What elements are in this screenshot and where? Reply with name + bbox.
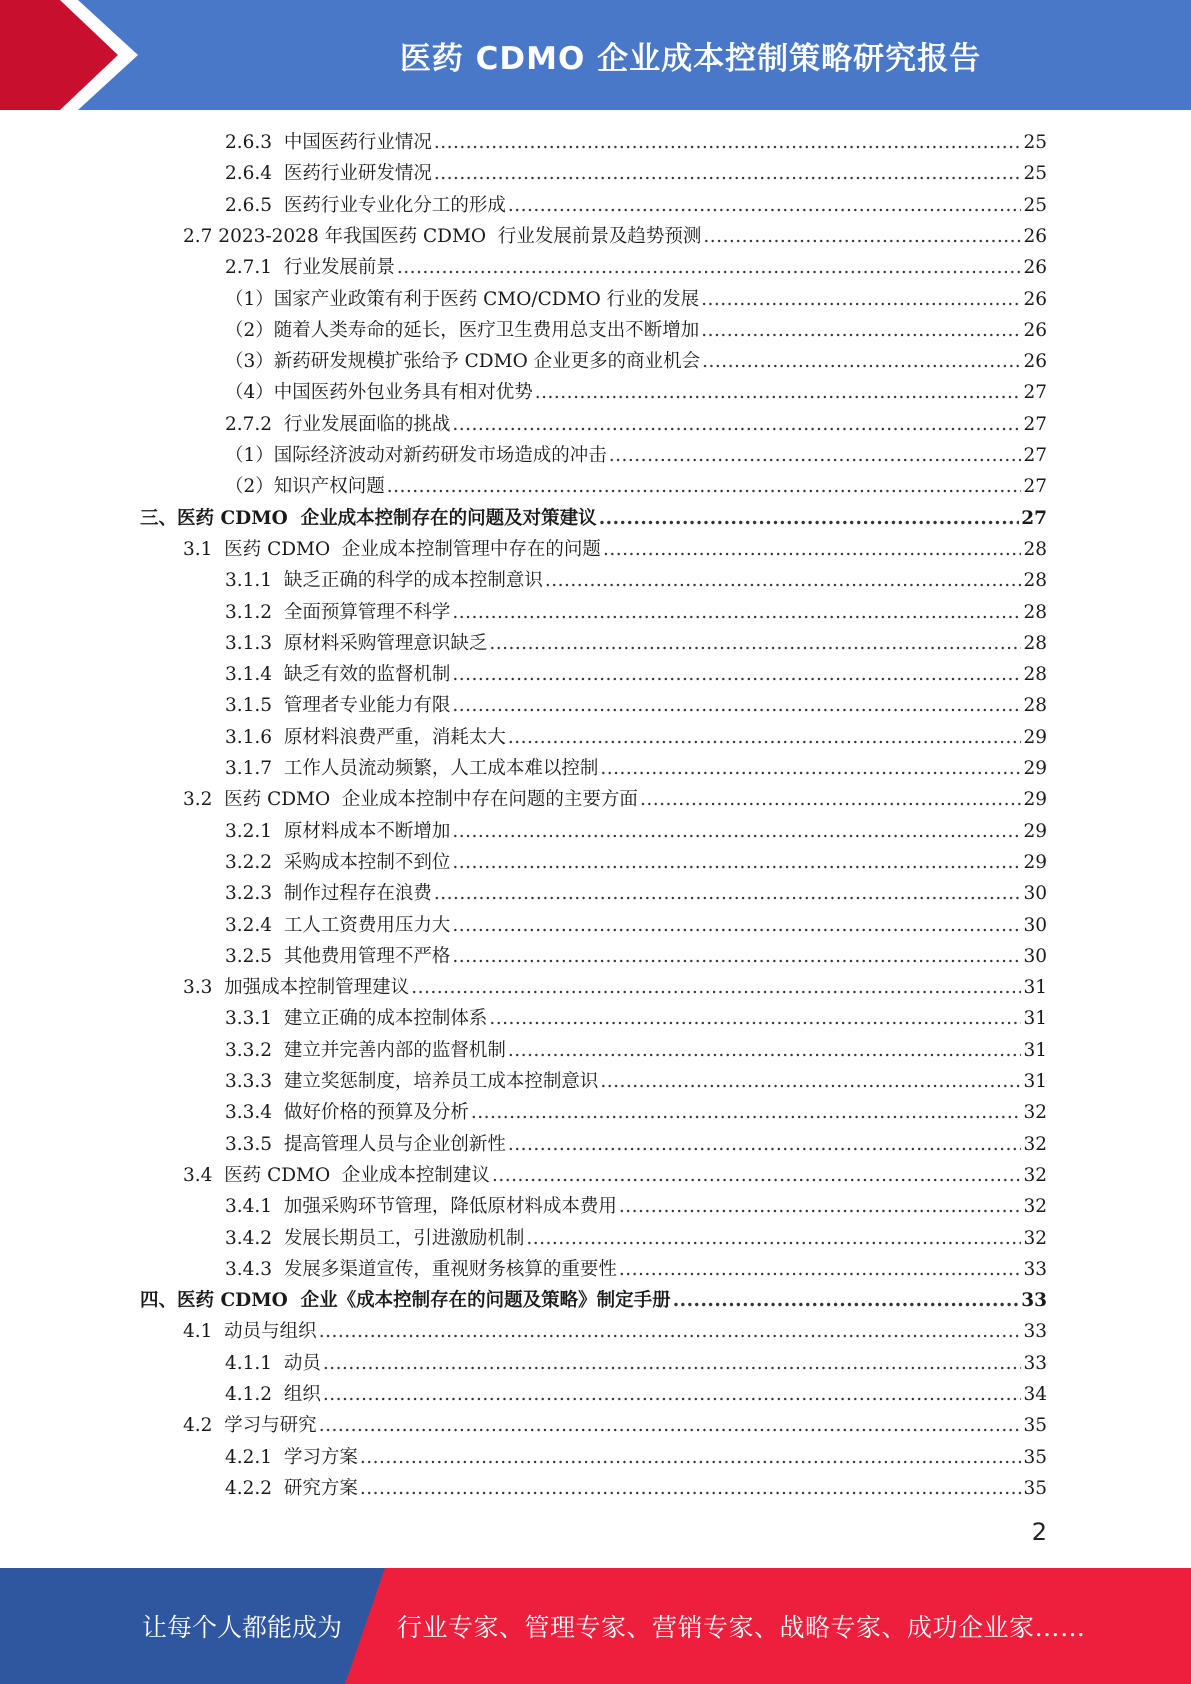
toc-entry[interactable] [183, 784, 1047, 815]
toc-leader-dots [603, 534, 1022, 565]
toc-entry[interactable] [225, 1129, 1047, 1160]
toc-entry[interactable] [225, 127, 1047, 158]
toc-entry-label: 3.1.5 管理者专业能力有限 [225, 695, 451, 717]
toc-leader-dots [452, 941, 1021, 972]
toc-entry-label: 4.2.2 研究方案 [225, 1477, 358, 1499]
toc-entry[interactable] [225, 1003, 1047, 1034]
toc-entry-label: 3.2.5 其他费用管理不严格 [225, 945, 451, 967]
toc-entry-label: 4.1 动员与组织 [183, 1321, 317, 1343]
toc-entry-page: 32 [1023, 1133, 1047, 1155]
toc-entry[interactable] [225, 816, 1047, 847]
toc-entry-page: 30 [1023, 945, 1047, 967]
toc-entry-page: 32 [1023, 1196, 1047, 1218]
toc-entry[interactable] [225, 1223, 1047, 1254]
toc-leader-dots [452, 690, 1021, 721]
toc-entry-page: 25 [1023, 163, 1047, 185]
toc-entry[interactable] [225, 1066, 1047, 1097]
footer-slogan-right: 行业专家、管理专家、营销专家、战略专家、成功企业家…… [397, 1613, 1086, 1642]
toc-entry-label: 3.4.1 加强采购环节管理，降低原材料成本费用 [225, 1196, 617, 1218]
toc-entry[interactable] [225, 1379, 1047, 1410]
toc-entry-page: 28 [1023, 570, 1047, 592]
toc-entry-label: 4.2 学习与研究 [183, 1415, 317, 1437]
toc-leader-dots [508, 190, 1022, 221]
toc-leader-dots [619, 1254, 1022, 1285]
toc-leader-dots [319, 1316, 1022, 1347]
toc-entry-label: 2.7.1 行业发展前景 [225, 257, 395, 279]
toc-entry[interactable] [183, 221, 1047, 252]
document-title: 医药 CDMO 企业成本控制策略研究报告 [399, 40, 982, 77]
toc-entry-label: 3.1.1 缺乏正确的科学的成本控制意识 [225, 570, 543, 592]
toc-leader-dots [397, 252, 1022, 283]
toc-entry-page: 28 [1023, 601, 1047, 623]
toc-entry[interactable] [225, 158, 1047, 189]
toc-leader-dots [360, 1473, 1022, 1504]
toc-entry[interactable] [225, 1097, 1047, 1128]
toc-leader-dots [323, 1379, 1022, 1410]
toc-leader-dots [471, 1097, 1022, 1128]
toc-entry[interactable] [225, 252, 1047, 283]
toc-leader-dots [452, 910, 1021, 941]
toc-entry-page: 27 [1021, 507, 1047, 529]
toc-entry-label: （2）随着人类寿命的延长，医疗卫生费用总支出不断增加 [225, 319, 700, 341]
toc-entry-label: 3.4 医药 CDMO 企业成本控制建议 [183, 1164, 490, 1186]
toc-entry-page: 29 [1023, 851, 1047, 873]
toc-leader-dots [599, 503, 1020, 534]
toc-leader-dots [387, 471, 1022, 502]
toc-entry-label: 4.1.2 组织 [225, 1384, 321, 1405]
toc-entry-page: 33 [1023, 1352, 1047, 1374]
toc-entry-page: 32 [1023, 1227, 1047, 1249]
toc-entry-label: 2.7.2 行业发展面临的挑战 [225, 413, 451, 435]
toc-leader-dots [492, 1160, 1022, 1191]
toc-entry-label: 3.1.3 原材料采购管理意识缺乏 [225, 632, 488, 654]
toc-entry[interactable] [225, 440, 1047, 471]
toc-entry-label: （4）中国医药外包业务具有相对优势 [225, 382, 533, 404]
toc-leader-dots [508, 722, 1022, 753]
toc-entry-label: 3.2 医药 CDMO 企业成本控制中存在问题的主要方面 [183, 789, 638, 811]
toc-leader-dots [360, 1442, 1022, 1473]
toc-leader-dots [452, 597, 1021, 628]
toc-entry-label: 4.2.1 学习方案 [225, 1446, 358, 1468]
toc-entry[interactable] [225, 753, 1047, 784]
toc-entry-label: 3.2.1 原材料成本不断增加 [225, 820, 451, 842]
toc-entry-label: 4.1.1 动员 [225, 1352, 321, 1374]
toc-entry-page: 25 [1023, 132, 1047, 153]
page-footer [0, 1568, 1191, 1684]
toc-entry-page: 33 [1021, 1290, 1047, 1312]
toc-entry-page: 29 [1023, 820, 1047, 842]
toc-entry[interactable] [183, 1160, 1047, 1191]
toc-entry-page: 32 [1023, 1164, 1047, 1186]
toc-leader-dots [702, 346, 1021, 377]
toc-entry-label: 3.1.4 缺乏有效的监督机制 [225, 664, 451, 686]
toc-entry[interactable] [225, 1442, 1047, 1473]
toc-entry[interactable] [225, 284, 1047, 315]
toc-entry-label: 2.7 2023-2028 年我国医药 CDMO 行业发展前景及趋势预测 [183, 225, 702, 247]
toc-entry-label: 3.1.6 原材料浪费严重，消耗太大 [225, 726, 506, 748]
toc-entry[interactable] [140, 1285, 1047, 1316]
toc-entry[interactable] [225, 910, 1047, 941]
toc-leader-dots [434, 158, 1022, 189]
toc-entry-page: 32 [1023, 1102, 1047, 1124]
toc-entry-label: 2.6.3 中国医药行业情况 [225, 132, 432, 153]
toc-entry-label: 3.2.2 采购成本控制不到位 [225, 851, 451, 873]
toc-entry[interactable] [225, 565, 1047, 596]
toc-leader-dots [701, 315, 1021, 346]
toc-entry-label: （2）知识产权问题 [225, 476, 385, 498]
toc-leader-dots [489, 628, 1021, 659]
page-header [0, 0, 1191, 110]
toc-entry-page: 26 [1023, 257, 1047, 279]
toc-entry-label: 3.3.3 建立奖惩制度，培养员工成本控制意识 [225, 1071, 599, 1092]
toc-entry-label: 2.6.4 医药行业研发情况 [225, 163, 432, 185]
toc-entry-page: 29 [1023, 789, 1047, 811]
toc-entry-page: 35 [1023, 1477, 1047, 1499]
toc-entry-label: 3.4.3 发展多渠道宣传，重视财务核算的重要性 [225, 1258, 617, 1280]
toc-entry-page: 27 [1023, 445, 1047, 466]
toc-leader-dots [526, 1223, 1021, 1254]
toc-entry-page: 25 [1023, 194, 1047, 216]
toc-entry[interactable] [225, 346, 1047, 377]
toc-entry[interactable] [225, 941, 1047, 972]
toc-entry[interactable] [225, 409, 1047, 440]
toc-entry[interactable] [225, 315, 1047, 346]
toc-entry[interactable] [225, 878, 1047, 909]
toc-entry[interactable] [225, 722, 1047, 753]
toc-entry-page: 31 [1023, 977, 1047, 999]
toc-leader-dots [452, 409, 1021, 440]
toc-entry-page: 35 [1023, 1415, 1047, 1437]
toc-entry-page: 28 [1023, 695, 1047, 717]
toc-leader-dots [452, 816, 1021, 847]
toc-entry[interactable] [183, 972, 1047, 1003]
toc-entry-page: 34 [1023, 1384, 1047, 1405]
toc-entry-page: 30 [1023, 883, 1047, 905]
toc-entry-label: 2.6.5 医药行业专业化分工的形成 [225, 194, 506, 216]
toc-entry-page: 28 [1023, 664, 1047, 686]
toc-leader-dots [535, 377, 1022, 408]
toc-entry-page: 26 [1023, 351, 1047, 373]
toc-entry[interactable] [225, 1035, 1047, 1066]
toc-entry-page: 31 [1023, 1008, 1047, 1030]
toc-entry-page: 27 [1023, 413, 1047, 435]
toc-entry[interactable] [183, 1316, 1047, 1347]
toc-leader-dots [452, 659, 1021, 690]
toc-leader-dots [640, 784, 1022, 815]
footer-slogan-left: 让每个人都能成为 [142, 1613, 343, 1642]
toc-leader-dots [323, 1348, 1022, 1379]
toc-entry[interactable] [225, 1348, 1047, 1379]
toc-entry-page: 26 [1023, 225, 1047, 247]
toc-entry-page: 26 [1023, 288, 1047, 310]
toc-entry-page: 28 [1023, 632, 1047, 654]
toc-entry-page: 31 [1023, 1039, 1047, 1061]
header-arrow-decoration [0, 0, 150, 110]
toc-entry[interactable] [225, 1191, 1047, 1222]
toc-entry[interactable] [225, 847, 1047, 878]
toc-entry[interactable] [225, 1473, 1047, 1504]
page-number: 2 [1031, 1518, 1047, 1546]
toc-leader-dots [619, 1191, 1022, 1222]
toc-entry-label: （1）国际经济波动对新药研发市场造成的冲击 [225, 445, 607, 466]
toc-entry[interactable] [183, 534, 1047, 565]
toc-entry-page: 26 [1023, 319, 1047, 341]
toc-entry-label: 3.1 医药 CDMO 企业成本控制管理中存在的问题 [183, 538, 601, 560]
toc-entry-label: 3.1.7 工作人员流动频繁，人工成本难以控制 [225, 758, 599, 779]
toc-leader-dots [673, 1285, 1020, 1316]
toc-leader-dots [609, 440, 1022, 471]
toc-entry-label: （3）新药研发规模扩张给予 CDMO 企业更多的商业机会 [225, 351, 701, 373]
toc-entry-page: 28 [1023, 538, 1047, 560]
toc-entry-label: 四、医药 CDMO 企业《成本控制存在的问题及策略》制定手册 [140, 1290, 671, 1312]
toc-entry-page: 33 [1023, 1258, 1047, 1280]
toc-entry-page: 35 [1023, 1446, 1047, 1468]
toc-entry-label: 3.3.5 提高管理人员与企业创新性 [225, 1133, 506, 1155]
toc-entry[interactable] [225, 597, 1047, 628]
toc-leader-dots [452, 847, 1021, 878]
toc-leader-dots [508, 1035, 1022, 1066]
toc-entry[interactable] [225, 471, 1047, 502]
toc-leader-dots [508, 1129, 1022, 1160]
toc-entry-page: 29 [1023, 726, 1047, 748]
toc-entry-label: 3.1.2 全面预算管理不科学 [225, 601, 451, 623]
toc-entry-label: 三、医药 CDMO 企业成本控制存在的问题及对策建议 [140, 507, 597, 529]
toc-leader-dots [319, 1410, 1022, 1441]
toc-entry[interactable] [225, 659, 1047, 690]
toc-leader-dots [434, 127, 1022, 158]
toc-entry-label: 3.3.2 建立并完善内部的监督机制 [225, 1039, 506, 1061]
toc-entry-page: 31 [1023, 1071, 1047, 1092]
toc-leader-dots [411, 972, 1021, 1003]
toc-entry[interactable] [225, 377, 1047, 408]
toc-entry-label: （1）国家产业政策有利于医药 CMO/CDMO 行业的发展 [225, 288, 700, 310]
toc-entry-label: 3.2.3 制作过程存在浪费 [225, 883, 432, 905]
toc-entry-label: 3.2.4 工人工资费用压力大 [225, 914, 451, 936]
toc-entry-label: 3.4.2 发展长期员工，引进激励机制 [225, 1227, 525, 1249]
toc-entry-page: 29 [1023, 758, 1047, 779]
toc-leader-dots [701, 284, 1021, 315]
toc-leader-dots [434, 878, 1022, 909]
toc-entry[interactable] [225, 690, 1047, 721]
toc-entry-page: 33 [1023, 1321, 1047, 1343]
toc-leader-dots [600, 1066, 1021, 1097]
toc-leader-dots [600, 753, 1021, 784]
toc-entry-label: 3.3 加强成本控制管理建议 [183, 977, 410, 999]
toc-entry-label: 3.3.4 做好价格的预算及分析 [225, 1102, 469, 1124]
toc-entry-page: 27 [1023, 476, 1047, 498]
toc-entry[interactable] [225, 628, 1047, 659]
toc-leader-dots [489, 1003, 1021, 1034]
toc-entry-page: 27 [1023, 382, 1047, 404]
toc-leader-dots [545, 565, 1022, 596]
toc-entry[interactable] [183, 1410, 1047, 1441]
toc-entry[interactable] [225, 190, 1047, 221]
toc-entry[interactable] [140, 503, 1047, 534]
toc-leader-dots [703, 221, 1021, 252]
toc-entry[interactable] [225, 1254, 1047, 1285]
toc-entry-label: 3.3.1 建立正确的成本控制体系 [225, 1008, 488, 1030]
toc-entry-page: 30 [1023, 914, 1047, 936]
